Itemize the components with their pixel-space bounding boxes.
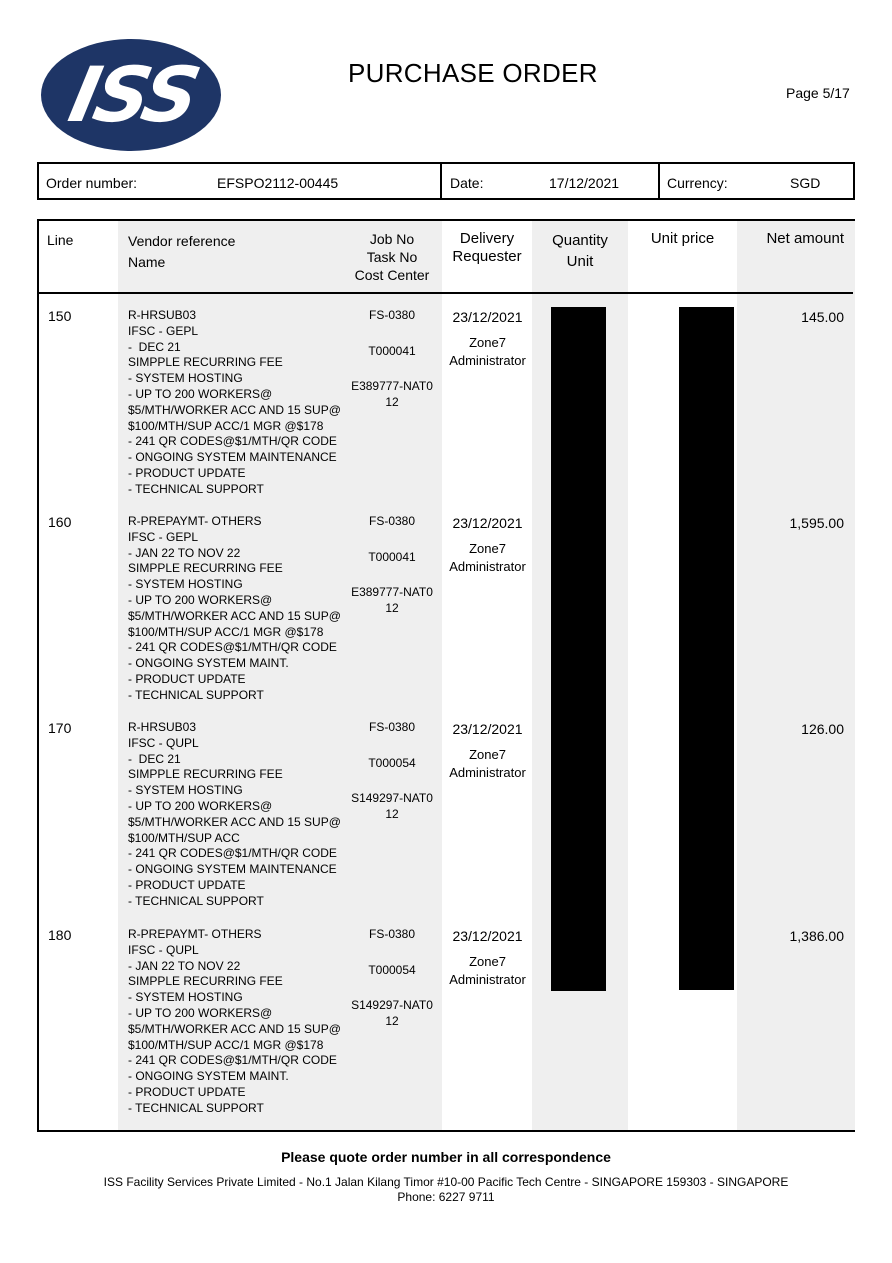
footer-address-block (0, 1175, 892, 1205)
currency-label: Currency: (667, 175, 728, 191)
header-net-amount: Net amount (766, 230, 844, 247)
requester: Zone7 Administrator (449, 541, 526, 574)
job-number: FS-0380 (368, 927, 416, 941)
footer-quote: Please quote order number in all correspondence (281, 1149, 611, 1165)
iss-logo (40, 38, 222, 152)
header-quantity: Quantity (552, 232, 608, 249)
net-amount: 145.00 (801, 309, 844, 325)
vendor-description: R-PREPAYMT- OTHERS IFSC - GEPL - JAN 22 TO NOV 22 SIMPPLE RECURRING FEE - SYSTEM HOSTING - UP TO 200 WORKERS@ $5/MTH/WORKER ACC AND 15 SUP@ $100/MTH/SUP ACC/1 MGR @$178 - 241 QR CODES@$1/MTH/QR CODE - ONGOING SYSTEM MAINT. - PRODUCT UPDATE - TECHNICAL SUPPORT (128, 514, 341, 702)
line-number: 160 (48, 514, 72, 530)
currency-value: SGD (790, 175, 821, 191)
vendor-description: R-PREPAYMT- OTHERS IFSC - QUPL - JAN 22 TO NOV 22 SIMPPLE RECURRING FEE - SYSTEM HOSTING - UP TO 200 WORKERS@ $5/MTH/WORKER ACC AND 15 SUP@ $100/MTH/SUP ACC/1 MGR @$178 - 241 QR CODES@$1/MTH/QR CODE - ONGOING SYSTEM MAINT. - PRODUCT UPDATE - TECHNICAL SUPPORT (128, 927, 341, 1115)
iss-logo-icon (40, 38, 222, 152)
header-job-task-cost (342, 230, 442, 284)
order-number-value: EFSPO2112-00445 (217, 175, 339, 191)
order-number-cell (39, 164, 442, 198)
document-title: PURCHASE ORDER (348, 58, 598, 88)
header-line: Line (47, 232, 74, 248)
date-label: Date: (450, 175, 484, 191)
task-number: T000054 (368, 963, 416, 977)
task-number: T000041 (368, 344, 416, 358)
task-number: T000054 (368, 756, 416, 770)
requester: Zone7 Administrator (449, 747, 526, 780)
requester: Zone7 Administrator (449, 954, 526, 987)
job-number: FS-0380 (368, 308, 416, 322)
order-number-label: Order number: (46, 175, 138, 191)
quantity-redaction (551, 307, 606, 991)
delivery-date: 23/12/2021 (452, 309, 523, 325)
header-unit-price: Unit price (650, 230, 715, 247)
header-quantity-unit (532, 230, 628, 272)
header-requester: Requester (452, 248, 522, 265)
currency-cell (660, 164, 853, 198)
header-unit: Unit (566, 253, 594, 270)
page-number: Page 5/17 (786, 85, 850, 101)
svg-text:ISS: ISS (61, 51, 204, 140)
job-number: FS-0380 (368, 514, 416, 528)
header-delivery: Delivery (459, 230, 515, 247)
company-address: ISS Facility Services Private Limited - No.1 Jalan Kilang Timor #10-00 Pacific Tech Centre - SINGAPORE 159303 - SINGAPORE (103, 1175, 789, 1189)
order-lines-table (37, 219, 855, 1132)
date-cell (442, 164, 660, 198)
header-cost-center: Cost Center (354, 267, 430, 283)
header-task-no: Task No (366, 249, 418, 265)
line-number: 150 (48, 308, 72, 324)
order-header-box (37, 162, 855, 200)
unit-price-redaction (679, 307, 734, 990)
net-amount: 1,386.00 (789, 928, 844, 944)
cost-center: E389777-NAT0 12 (351, 585, 433, 615)
cost-center: E389777-NAT0 12 (351, 379, 433, 409)
line-number: 180 (48, 927, 72, 943)
job-number: FS-0380 (368, 720, 416, 734)
header-vendor-reference: Vendor reference (128, 233, 236, 249)
line-number: 170 (48, 720, 72, 736)
cost-center: S149297-NAT0 12 (351, 998, 433, 1028)
vendor-description: R-HRSUB03 IFSC - QUPL - DEC 21 SIMPPLE RECURRING FEE - SYSTEM HOSTING - UP TO 200 WORKERS@ $5/MTH/WORKER ACC AND 15 SUP@ $100/MTH/SUP ACC - 241 QR CODES@$1/MTH/QR CODE - ONGOING SYSTEM MAINTENANCE - PRODUCT UPDATE - TECHNICAL SUPPORT (128, 720, 341, 908)
header-job-no: Job No (369, 231, 415, 247)
vendor-description: R-HRSUB03 IFSC - GEPL - DEC 21 SIMPPLE RECURRING FEE - SYSTEM HOSTING - UP TO 200 WORKERS@ $5/MTH/WORKER ACC AND 15 SUP@ $100/MTH/SUP ACC/1 MGR @$178 - 241 QR CODES@$1/MTH/QR CODE - ONGOING SYSTEM MAINTENANCE - PRODUCT UPDATE - TECHNICAL SUPPORT (128, 308, 341, 496)
header-name: Name (128, 254, 166, 270)
net-amount: 1,595.00 (789, 515, 844, 531)
task-number: T000041 (368, 550, 416, 564)
cost-center: S149297-NAT0 12 (351, 791, 433, 821)
requester: Zone7 Administrator (449, 335, 526, 368)
date-value: 17/12/2021 (549, 175, 620, 191)
company-phone: Phone: 6227 9711 (397, 1190, 495, 1204)
delivery-date: 23/12/2021 (452, 515, 523, 531)
header-vendor-name (128, 231, 235, 273)
delivery-date: 23/12/2021 (452, 928, 523, 944)
delivery-date: 23/12/2021 (452, 721, 523, 737)
net-amount: 126.00 (801, 721, 844, 737)
header-delivery-requester (442, 230, 532, 266)
